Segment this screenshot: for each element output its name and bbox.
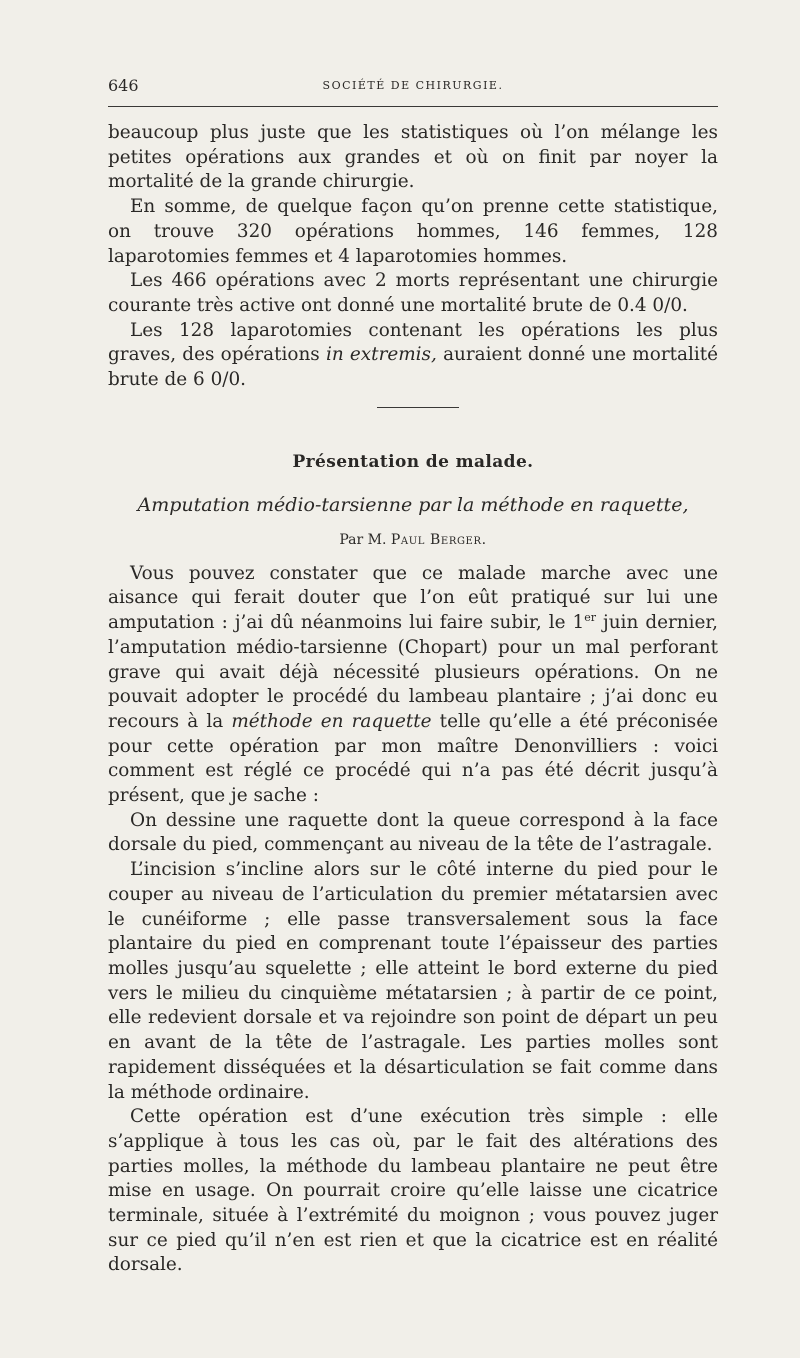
page-number: 646	[108, 76, 139, 95]
page	[108, 68, 718, 1278]
para-text: telle qu’elle a été préconisée pour cette opération par mon maître Denonvilliers : voici comment est réglé ce procédé qui n’a pas été décrit jusqu’à présent, que je sache :	[108, 710, 719, 807]
italic-phrase: méthode en raquette	[231, 710, 432, 732]
para-text: juin dernier, l’amputation médio-tarsienne (Chopart) pour un mal perforant grave qui avait déjà nécessité plusieurs opérations. On ne pouvait adopter le procédé du lambeau plantaire ; j’ai donc eu recours à la	[108, 612, 718, 732]
intro-paragraph-1: beaucoup plus juste que les statistiques où l’on mélange les petites opérations aux grandes et où on finit par noyer la mortalité de la grande chirurgie.	[108, 122, 718, 193]
body-paragraph-4: Cette opération est d’une exécution très simple : elle s’applique à tous les cas où, par le fait des altérations des parties molles, la méthode du lambeau plantaire ne peut être mise en usage. On pourrait croire qu’elle laisse une cicatrice terminale, située à l’extrémité du moignon ; vous pouvez juger sur ce pied qu’il n’en est rien et que la cicatrice est en réalité dorsale.	[108, 1106, 718, 1276]
body-paragraph-1	[108, 562, 718, 809]
section-title: Présentation de malade.	[292, 451, 534, 472]
para-text: Les 128 laparotomies contenant les opérations les plus graves, des opérations	[108, 319, 718, 366]
header-rule	[108, 106, 718, 107]
para-text: Vous pouvez constater que ce malade marche avec une aisance qui ferait douter que l’on eût pratiqué sur lui une amputation : j’ai dû néanmoins lui faire subir, le 1	[108, 562, 718, 634]
intro-paragraph-2: En somme, de quelque façon qu’on prenne cette statistique, on trouve 320 opérations hommes, 146 femmes, 128 laparotomies femmes et 4 laparotomies hommes.	[108, 196, 718, 267]
intro-paragraph-3: Les 466 opérations avec 2 morts représentant une chirurgie courante très active ont donné une mortalité brute de 0.4 0/0.	[108, 270, 718, 316]
body-paragraph-3: L’incision s’incline alors sur le côté interne du pied pour le couper au niveau de l’articulation du premier métatarsien avec le cunéiforme ; elle passe transversalement sous la face plantaire du pied en comprenant toute l’épaisseur des parties molles jusqu’au squelette ; elle atteint le bord externe du pied vers le milieu du cinquième métatarsien ; à partir de ce point, elle redevient dorsale et va rejoindre son point de départ un peu en avant de la tête de l’astragale. Les parties molles sont rapidement disséquées et la désarticulation se fait comme dans la méthode ordinaire.	[108, 859, 718, 1103]
article-title: Amputation médio-tarsienne par la méthode en raquette,	[137, 493, 689, 516]
byline	[108, 532, 718, 548]
intro-paragraph-4	[108, 319, 718, 393]
section-divider	[377, 407, 459, 408]
body-paragraph-2: On dessine une raquette dont la queue correspond à la face dorsale du pied, commençant au niveau de la tête de l’astragale.	[108, 809, 718, 856]
para-text: auraient donné une mortalité brute de 6 0/0.	[108, 344, 719, 391]
italic-phrase: in extremis,	[325, 344, 437, 366]
byline-prefix: Par M.	[339, 531, 391, 548]
running-title: SOCIÉTÉ DE CHIRURGIE.	[322, 79, 504, 92]
byline-author: Paul Berger.	[390, 531, 487, 548]
ordinal-superscript: er	[584, 611, 596, 625]
running-head	[108, 68, 718, 98]
